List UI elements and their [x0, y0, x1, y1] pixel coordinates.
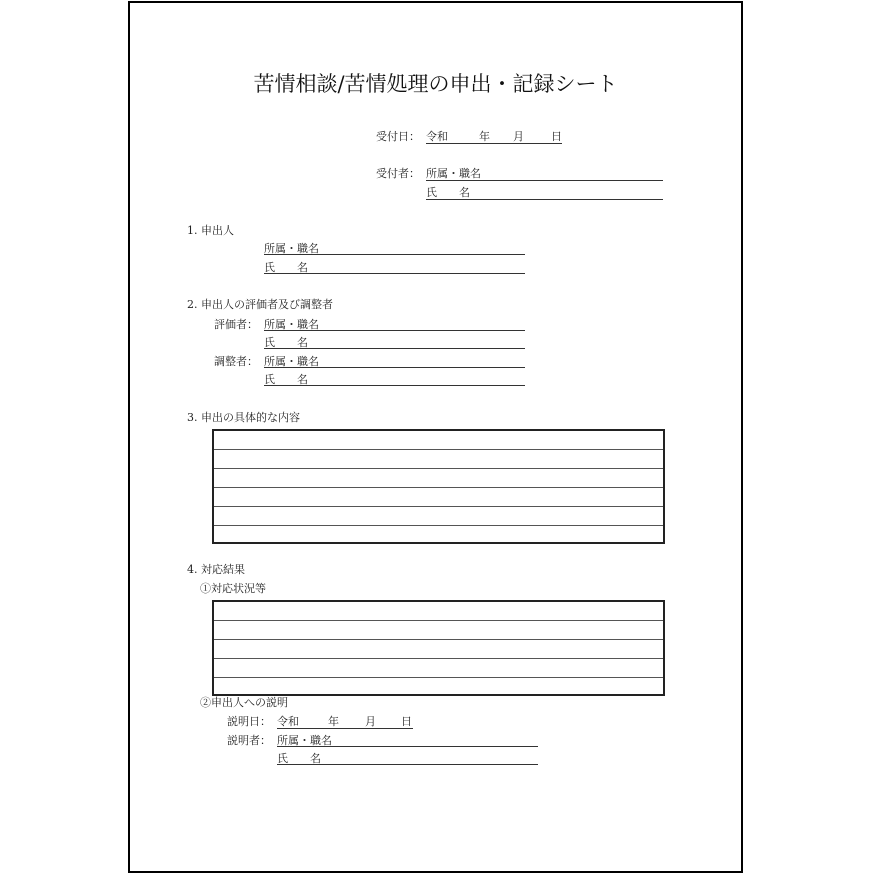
applicant-name-label: 氏 名: [264, 261, 308, 274]
evaluator-affiliation-field[interactable]: [264, 330, 525, 331]
reception-year: 年: [479, 130, 490, 143]
explanation-date-field[interactable]: [277, 728, 413, 729]
reception-month: 月: [513, 130, 524, 143]
section3-heading: 3. 申出の具体的な内容: [187, 411, 300, 424]
explainer-affiliation-label: 所属・職名: [277, 734, 332, 747]
receiver-name-label: 氏 名: [426, 186, 470, 199]
coordinator-name-field[interactable]: [264, 385, 525, 386]
content-box[interactable]: [212, 429, 665, 544]
receiver-affiliation-field[interactable]: [426, 180, 663, 181]
reception-date-field[interactable]: [426, 143, 562, 144]
coordinator-label: 調整者：: [214, 355, 258, 368]
response-box-rule: [214, 639, 663, 640]
evaluator-label: 評価者：: [214, 318, 258, 331]
response-box-rule: [214, 658, 663, 659]
explanation-month: 月: [365, 715, 376, 728]
reception-date-label: 受付日：: [376, 130, 420, 143]
explanation-date-label: 説明日：: [227, 715, 271, 728]
explainer-name-field[interactable]: [277, 764, 538, 765]
content-box-rule: [214, 468, 663, 469]
coordinator-affiliation-label: 所属・職名: [264, 355, 319, 368]
explanation-era: 令和: [277, 715, 299, 728]
receiver-affiliation-label: 所属・職名: [426, 167, 481, 180]
receiver-label: 受付者：: [376, 167, 420, 180]
content-box-rule: [214, 525, 663, 526]
content-box-rule: [214, 506, 663, 507]
response-box-rule: [214, 620, 663, 621]
explainer-label: 説明者：: [227, 734, 271, 747]
response-status-box[interactable]: [212, 600, 665, 696]
explanation-day: 日: [401, 715, 412, 728]
applicant-affiliation-label: 所属・職名: [264, 242, 319, 255]
content-box-rule: [214, 449, 663, 450]
evaluator-name-field[interactable]: [264, 348, 525, 349]
applicant-affiliation-field[interactable]: [264, 254, 525, 255]
explainer-name-label: 氏 名: [277, 752, 321, 765]
explanation-year: 年: [328, 715, 339, 728]
page-title: 苦情相談/苦情処理の申出・記録シート: [253, 72, 618, 96]
section2-heading: 2. 申出人の評価者及び調整者: [187, 298, 333, 311]
section4-heading: 4. 対応結果: [187, 563, 245, 576]
reception-day: 日: [551, 130, 562, 143]
response-status-heading: ①対応状況等: [200, 582, 266, 595]
reception-era: 令和: [426, 130, 448, 143]
explainer-affiliation-field[interactable]: [277, 746, 538, 747]
content-box-rule: [214, 487, 663, 488]
applicant-name-field[interactable]: [264, 273, 525, 274]
coordinator-name-label: 氏 名: [264, 373, 308, 386]
section1-heading: 1. 申出人: [187, 224, 234, 237]
explanation-heading: ②申出人への説明: [200, 696, 288, 709]
evaluator-name-label: 氏 名: [264, 336, 308, 349]
evaluator-affiliation-label: 所属・職名: [264, 318, 319, 331]
receiver-name-field[interactable]: [426, 199, 663, 200]
response-box-rule: [214, 677, 663, 678]
coordinator-affiliation-field[interactable]: [264, 367, 525, 368]
form-page: [128, 1, 743, 873]
